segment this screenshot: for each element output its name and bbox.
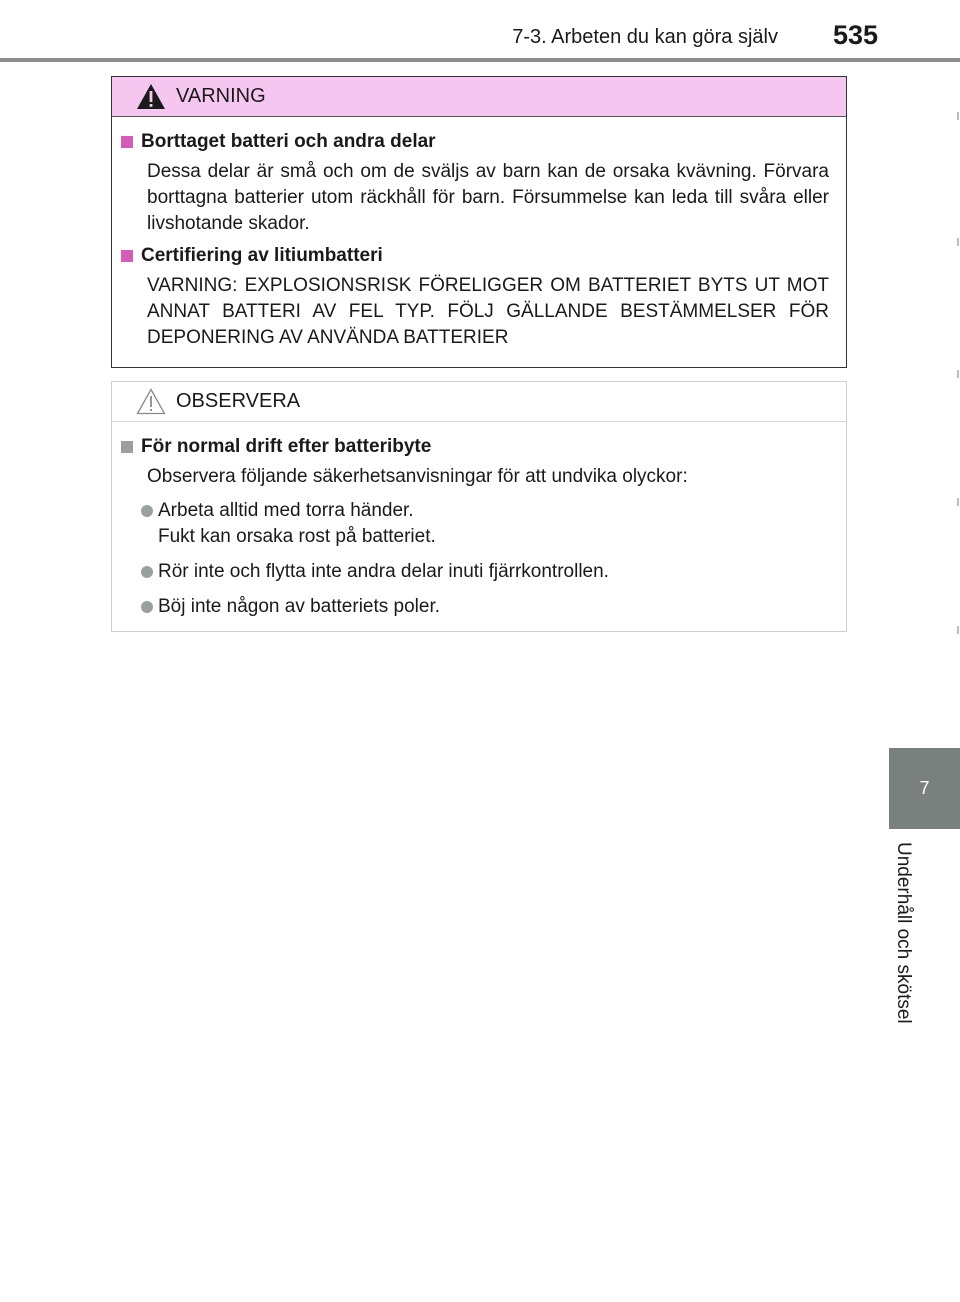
- list-item-line: Fukt kan orsaka rost på batteriet.: [158, 526, 436, 547]
- warning-item-text: VARNING: EXPLOSIONSRISK FÖRELIGGER OM BATTERIET BYTS UT MOT ANNAT BATTERI AV FEL TYP. FÖLJ GÄLLANDE BESTÄMMELSER FÖR DEPONERING AV ANVÄNDA BATTERIER: [147, 275, 829, 348]
- circle-bullet-icon: [141, 566, 153, 578]
- chapter-tab[interactable]: [889, 748, 960, 829]
- warning-item-text: Dessa delar är små och om de sväljs av barn kan de orsaka kvävning. Förvara borttagna batterier utom räckhåll för barn. Försummelse kan leda till svåra eller livshotande skador.: [147, 161, 829, 234]
- square-bullet-icon: [121, 441, 133, 453]
- warning-header: [112, 77, 846, 117]
- warning-triangle-icon: [136, 83, 166, 110]
- chapter-title: Underhåll och skötsel: [893, 842, 914, 1024]
- circle-bullet-icon: [141, 505, 153, 517]
- list-item-line: Arbeta alltid med torra händer.: [158, 500, 414, 521]
- header-rule: [0, 58, 960, 62]
- circle-bullet-icon: [141, 601, 153, 613]
- notice-body: [112, 422, 846, 620]
- warning-item-heading: [121, 131, 829, 153]
- warning-item-heading-text: Borttaget batteri och andra delar: [141, 131, 436, 152]
- notice-title: OBSERVERA: [176, 390, 301, 412]
- square-bullet-icon: [121, 250, 133, 262]
- edge-mark: [957, 112, 959, 120]
- notice-header: [112, 382, 846, 422]
- list-item: [141, 559, 829, 585]
- edge-mark: [957, 626, 959, 634]
- notice-intro: Observera följande säkerhetsanvisningar för att undvika olyckor:: [147, 466, 688, 487]
- caution-triangle-icon: [136, 388, 166, 415]
- list-item-line: Rör inte och flytta inte andra delar inuti fjärrkontrollen.: [158, 561, 609, 582]
- notice-box: [111, 381, 847, 632]
- list-item-text: [158, 594, 440, 620]
- list-item-text: [158, 498, 436, 550]
- chapter-number: 7: [919, 778, 930, 798]
- notice-item-heading: [121, 436, 829, 458]
- edge-mark: [957, 238, 959, 246]
- square-bullet-icon: [121, 136, 133, 148]
- warning-box: [111, 76, 847, 368]
- list-item: [141, 594, 829, 620]
- list-item-line: Böj inte någon av batteriets poler.: [158, 596, 441, 617]
- list-item-text: [158, 559, 609, 585]
- section-title: 7-3. Arbeten du kan göra själv: [512, 26, 778, 48]
- warning-body: [112, 117, 846, 351]
- notice-item-heading-text: För normal drift efter batteribyte: [141, 436, 432, 457]
- edge-mark: [957, 498, 959, 506]
- list-item: [141, 498, 829, 550]
- warning-item-heading: [121, 245, 829, 267]
- warning-title: VARNING: [176, 85, 266, 107]
- warning-item-heading-text: Certifiering av litiumbatteri: [141, 245, 383, 266]
- page-number: 535: [832, 20, 878, 50]
- edge-mark: [957, 370, 959, 378]
